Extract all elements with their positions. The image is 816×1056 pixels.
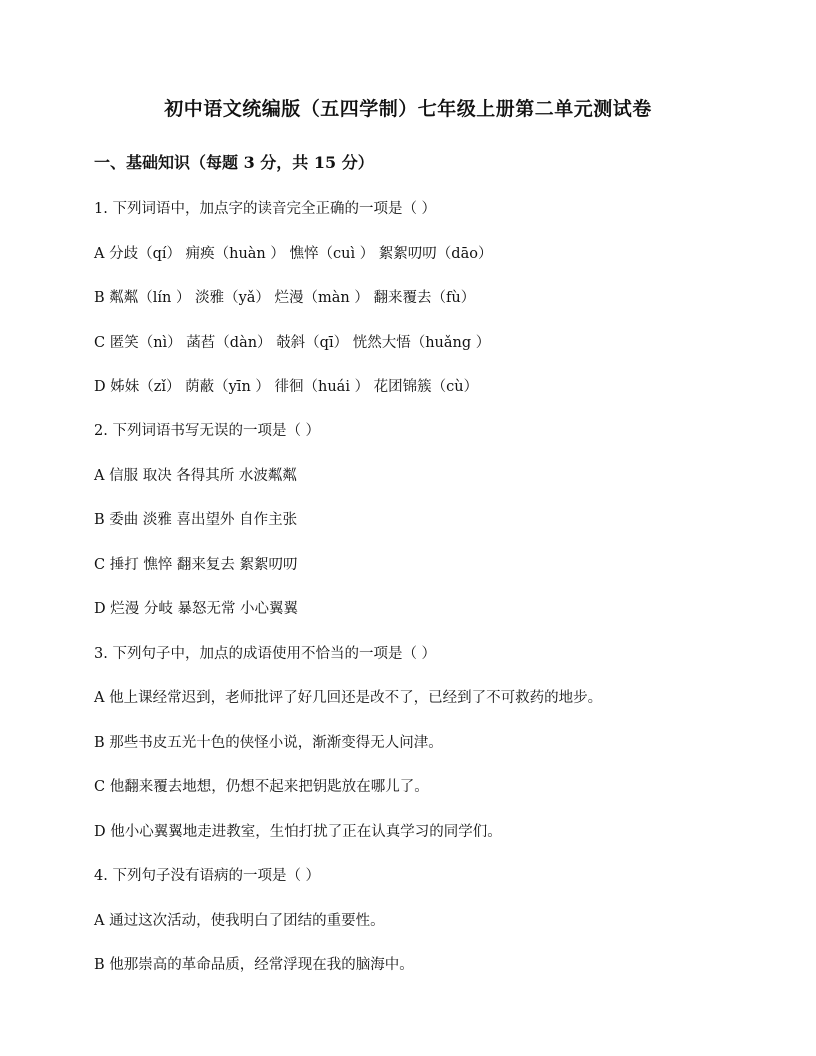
section-heading-label: 一、基础知识 — [94, 153, 191, 172]
question-3-option-c: C 他翻来覆去地想，仍想不起来把钥匙放在哪儿了。 — [94, 779, 429, 795]
question-2-option-a: A 信服 取决 各得其所 水波粼粼 — [94, 468, 297, 484]
question-3-option-d: D 他小心翼翼地走进教室，生怕打扰了正在认真学习的同学们。 — [94, 824, 502, 840]
question-2-option-d: D 烂漫 分岐 暴怒无常 小心翼翼 — [94, 601, 299, 617]
question-3-stem: 3. 下列句子中，加点的成语使用不恰当的一项是（ ） — [94, 646, 437, 662]
question-1-option-c: C 匿笑（nì） 菡萏（dàn） 攲斜（qī） 恍然大悟（huǎng ） — [94, 335, 491, 351]
question-4-option-a: A 通过这次活动，使我明白了团结的重要性。 — [94, 913, 385, 929]
question-3-option-a: A 他上课经常迟到，老师批评了好几回还是改不了，已经到了不可救药的地步。 — [94, 690, 603, 706]
question-1-option-d: D 姊妹（zǐ） 荫蔽（yīn ） 徘徊（huái ） 花团锦簇（cù） — [94, 379, 479, 395]
section-score-note: （每题 3 分，共 15 分） — [190, 153, 374, 172]
question-4-stem: 4. 下列句子没有语病的一项是（ ） — [94, 868, 321, 884]
document-title: 初中语文统编版（五四学制）七年级上册第二单元测试卷 — [164, 98, 652, 120]
question-4-option-b: B 他那崇高的革命品质，经常浮现在我的脑海中。 — [94, 957, 414, 973]
question-2-option-b: B 委曲 淡雅 喜出望外 自作主张 — [94, 512, 298, 528]
question-1-stem: 1. 下列词语中，加点字的读音完全正确的一项是（ ） — [94, 201, 437, 217]
question-3-option-b: B 那些书皮五光十色的侠怪小说，渐渐变得无人问津。 — [94, 735, 443, 751]
question-1-option-b: B 粼粼（lín ） 淡雅（yǎ） 烂漫（màn ） 翻来覆去（fù） — [94, 290, 476, 306]
question-1-option-a: A 分歧（qí） 痈痪（huàn ） 憔悴（cuì ） 絮絮叨叨（dāo） — [94, 246, 493, 262]
question-2-stem: 2. 下列词语书写无误的一项是（ ） — [94, 423, 321, 439]
section-heading — [94, 150, 374, 173]
question-2-option-c: C 捶打 憔悴 翻来复去 絮絮叨叨 — [94, 557, 298, 573]
